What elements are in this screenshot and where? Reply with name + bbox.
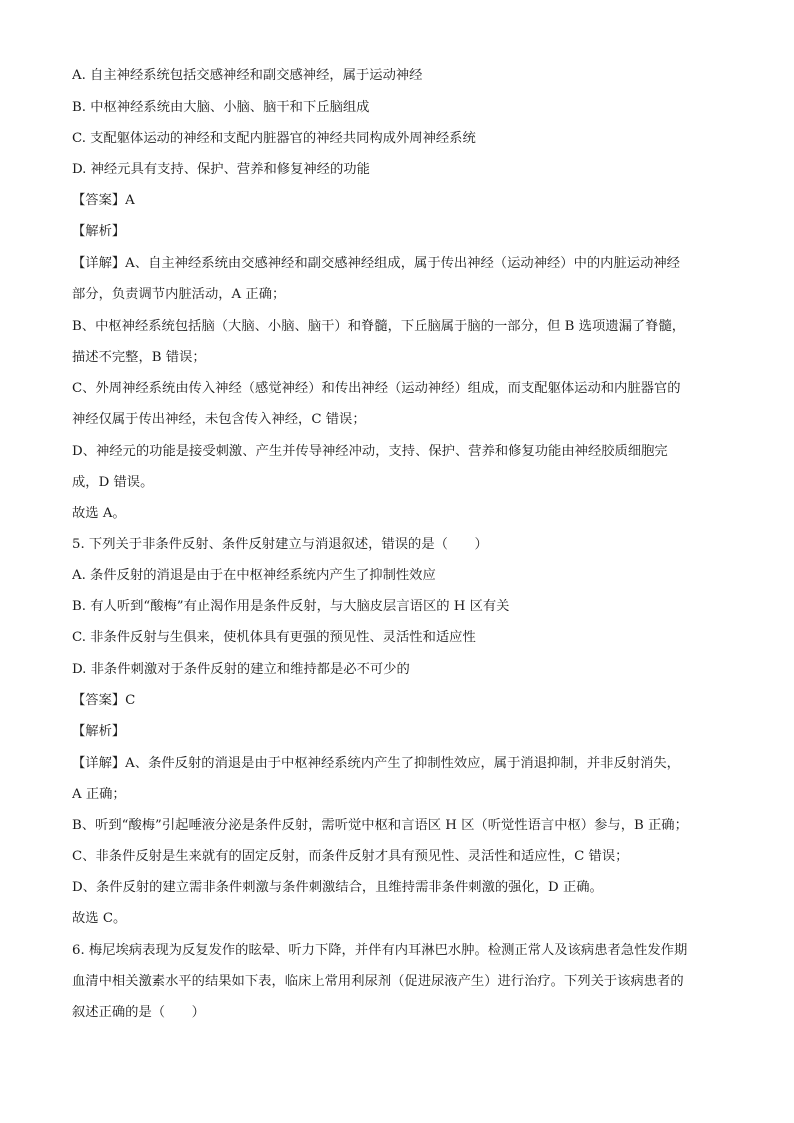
- q4-analysis-label: 【解析】: [72, 224, 126, 239]
- q5-analysis-label: 【解析】: [72, 724, 126, 739]
- q4-option-d: D. 神经元具有支持、保护、营养和修复神经的功能: [72, 162, 370, 177]
- q4-detail-line-8: 成，D 错误。: [72, 475, 154, 490]
- q4-detail-line-3: B、中枢神经系统包括脑（大脑、小脑、脑干）和脊髓，下丘脑属于脑的一部分，但 B 选项遗漏了脊髓，: [72, 319, 686, 334]
- q5-detail-line-2: A 正确；: [72, 787, 126, 802]
- q4-option-c: C. 支配躯体运动的神经和支配内脏器官的神经共同构成外周神经系统: [72, 131, 476, 146]
- q4-answer: 【答案】A: [72, 193, 135, 208]
- q6-stem-line-2: 血清中相关激素水平的结果如下表，临床上常用利尿剂（促进尿液产生）进行治疗。下列关于该病患者的: [72, 974, 684, 989]
- q5-option-c: C. 非条件反射与生俱来，使机体具有更强的预见性、灵活性和适应性: [72, 630, 476, 645]
- q5-detail-line-4: C、非条件反射是生来就有的固定反射，而条件反射才具有预见性、灵活性和适应性，C 错误；: [72, 849, 629, 864]
- q4-option-a: A. 自主神经系统包括交感神经和副交感神经，属于运动神经: [72, 68, 423, 83]
- q5-detail-line-1: 【详解】A、条件反射的消退是由于中枢神经系统内产生了抑制性效应，属于消退抑制，并非反射消失，: [72, 756, 680, 771]
- q4-conclusion: 故选 A。: [72, 506, 126, 521]
- q4-detail-line-7: D、神经元的功能是接受刺激、产生并传导神经冲动，支持、保护、营养和修复功能由神经胶质细胞完: [72, 444, 668, 459]
- q4-option-b: B. 中枢神经系统由大脑、小脑、脑干和下丘脑组成: [72, 100, 370, 115]
- q5-detail-line-5: D、条件反射的建立需非条件刺激与条件刺激结合，且维持需非条件刺激的强化，D 正确。: [72, 880, 603, 895]
- q4-detail-line-5: C、外周神经系统由传入神经（感觉神经）和传出神经（运动神经）组成，而支配躯体运动和内脏器官的: [72, 381, 681, 396]
- q5-detail-line-3: B、听到“酸梅”引起唾液分泌是条件反射，需听觉中枢和言语区 H 区（听觉性语言中枢）参与，B 正确；: [72, 818, 688, 833]
- q4-detail-line-4: 描述不完整，B 错误；: [72, 350, 206, 365]
- q6-stem-line-1: 6. 梅尼埃病表现为反复发作的眩晕、听力下降，并伴有内耳淋巴水肿。检测正常人及该病患者急性发作期: [72, 943, 688, 958]
- q5-stem: 5. 下列关于非条件反射、条件反射建立与消退叙述，错误的是（ ）: [72, 537, 488, 552]
- q4-detail-line-2: 部分，负责调节内脏活动，A 正确；: [72, 287, 286, 302]
- q4-detail-line-1: 【详解】A、自主神经系统由交感神经和副交感神经组成，属于传出神经（运动神经）中的内脏运动神经: [72, 256, 680, 271]
- q6-stem-line-3: 叙述正确的是（ ）: [72, 1005, 205, 1020]
- q5-conclusion: 故选 C。: [72, 911, 127, 926]
- q5-option-a: A. 条件反射的消退是由于在中枢神经系统内产生了抑制性效应: [72, 568, 436, 583]
- q5-option-b: B. 有人听到“酸梅”有止渴作用是条件反射，与大脑皮层言语区的 H 区有关: [72, 599, 510, 614]
- q5-option-d: D. 非条件刺激对于条件反射的建立和维持都是必不可少的: [72, 662, 410, 677]
- q4-detail-line-6: 神经仅属于传出神经，未包含传入神经，C 错误；: [72, 412, 366, 427]
- q5-answer: 【答案】C: [72, 693, 136, 708]
